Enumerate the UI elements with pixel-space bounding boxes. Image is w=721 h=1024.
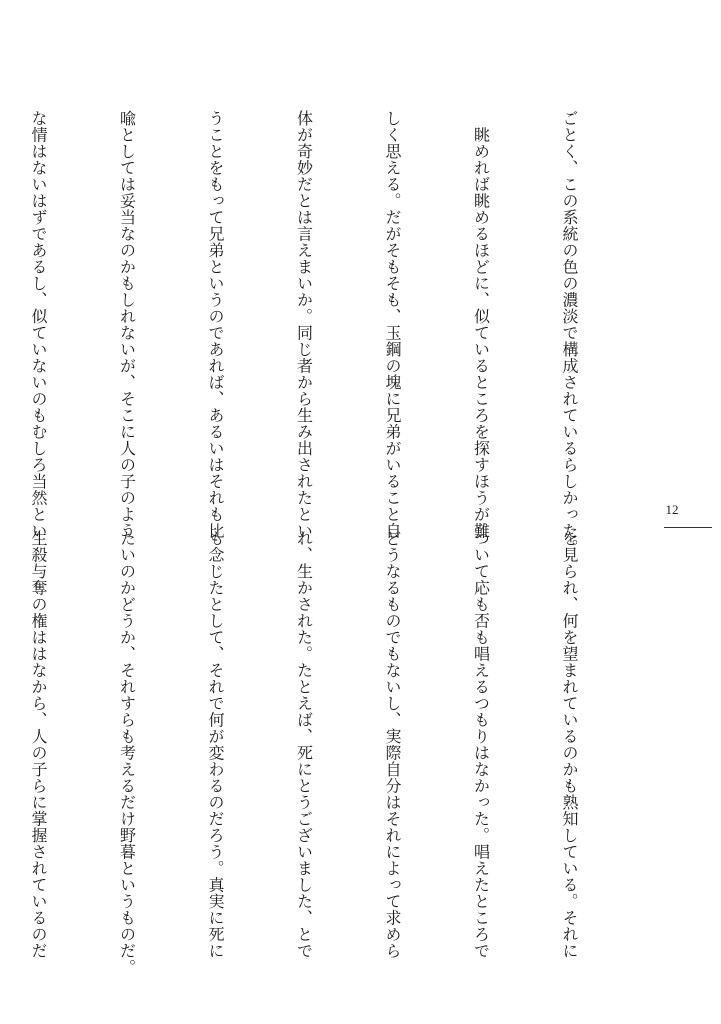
text-line: うことをもって兄弟というのであれば、あるいはそれも比 <box>206 110 225 539</box>
text-line: ついて応も否も唱えるつもりはなかった。唱えたところで <box>471 530 491 959</box>
text-line: しく思える。だがそもそも、玉鋼の塊に兄弟がいること自 <box>383 110 402 539</box>
page-number-rule <box>664 527 712 528</box>
page-number: 12 <box>665 502 679 517</box>
upper-text-block <box>29 110 643 556</box>
text-line: を見られ、何を望まれているのかも熟知している。それに <box>560 530 579 959</box>
lower-text-block <box>29 530 643 976</box>
text-line: れ、生かされた。たとえば、死にとうございました、とで <box>294 530 314 959</box>
text-line: 生殺与奪の権ははなから、人の子らに掌握されているのだ <box>29 530 48 959</box>
text-line: も念じたとして、それで何が変わるのだろう。真実に死に <box>206 530 225 959</box>
text-line: 眺めれば眺めるほどに、似ているところを探すほうが難 <box>471 110 491 539</box>
text-line: 喩としては妥当なのかもしれないが、そこに人の子のよう <box>117 110 137 539</box>
text-line: な情はないはずであるし、似ていないのもむしろ当然とい <box>29 110 48 539</box>
text-line: 体が奇妙だとは言えまいか。同じ者から生み出されたとい <box>294 110 314 539</box>
text-line: どうなるものでもないし、実際自分はそれによって求めら <box>383 530 402 959</box>
text-line: ごとく、この系統の色の濃淡で構成されているらしかった。 <box>560 110 579 556</box>
text-line: たいのかどうか、それすらも考えるだけ野暮というものだ。 <box>117 530 137 976</box>
